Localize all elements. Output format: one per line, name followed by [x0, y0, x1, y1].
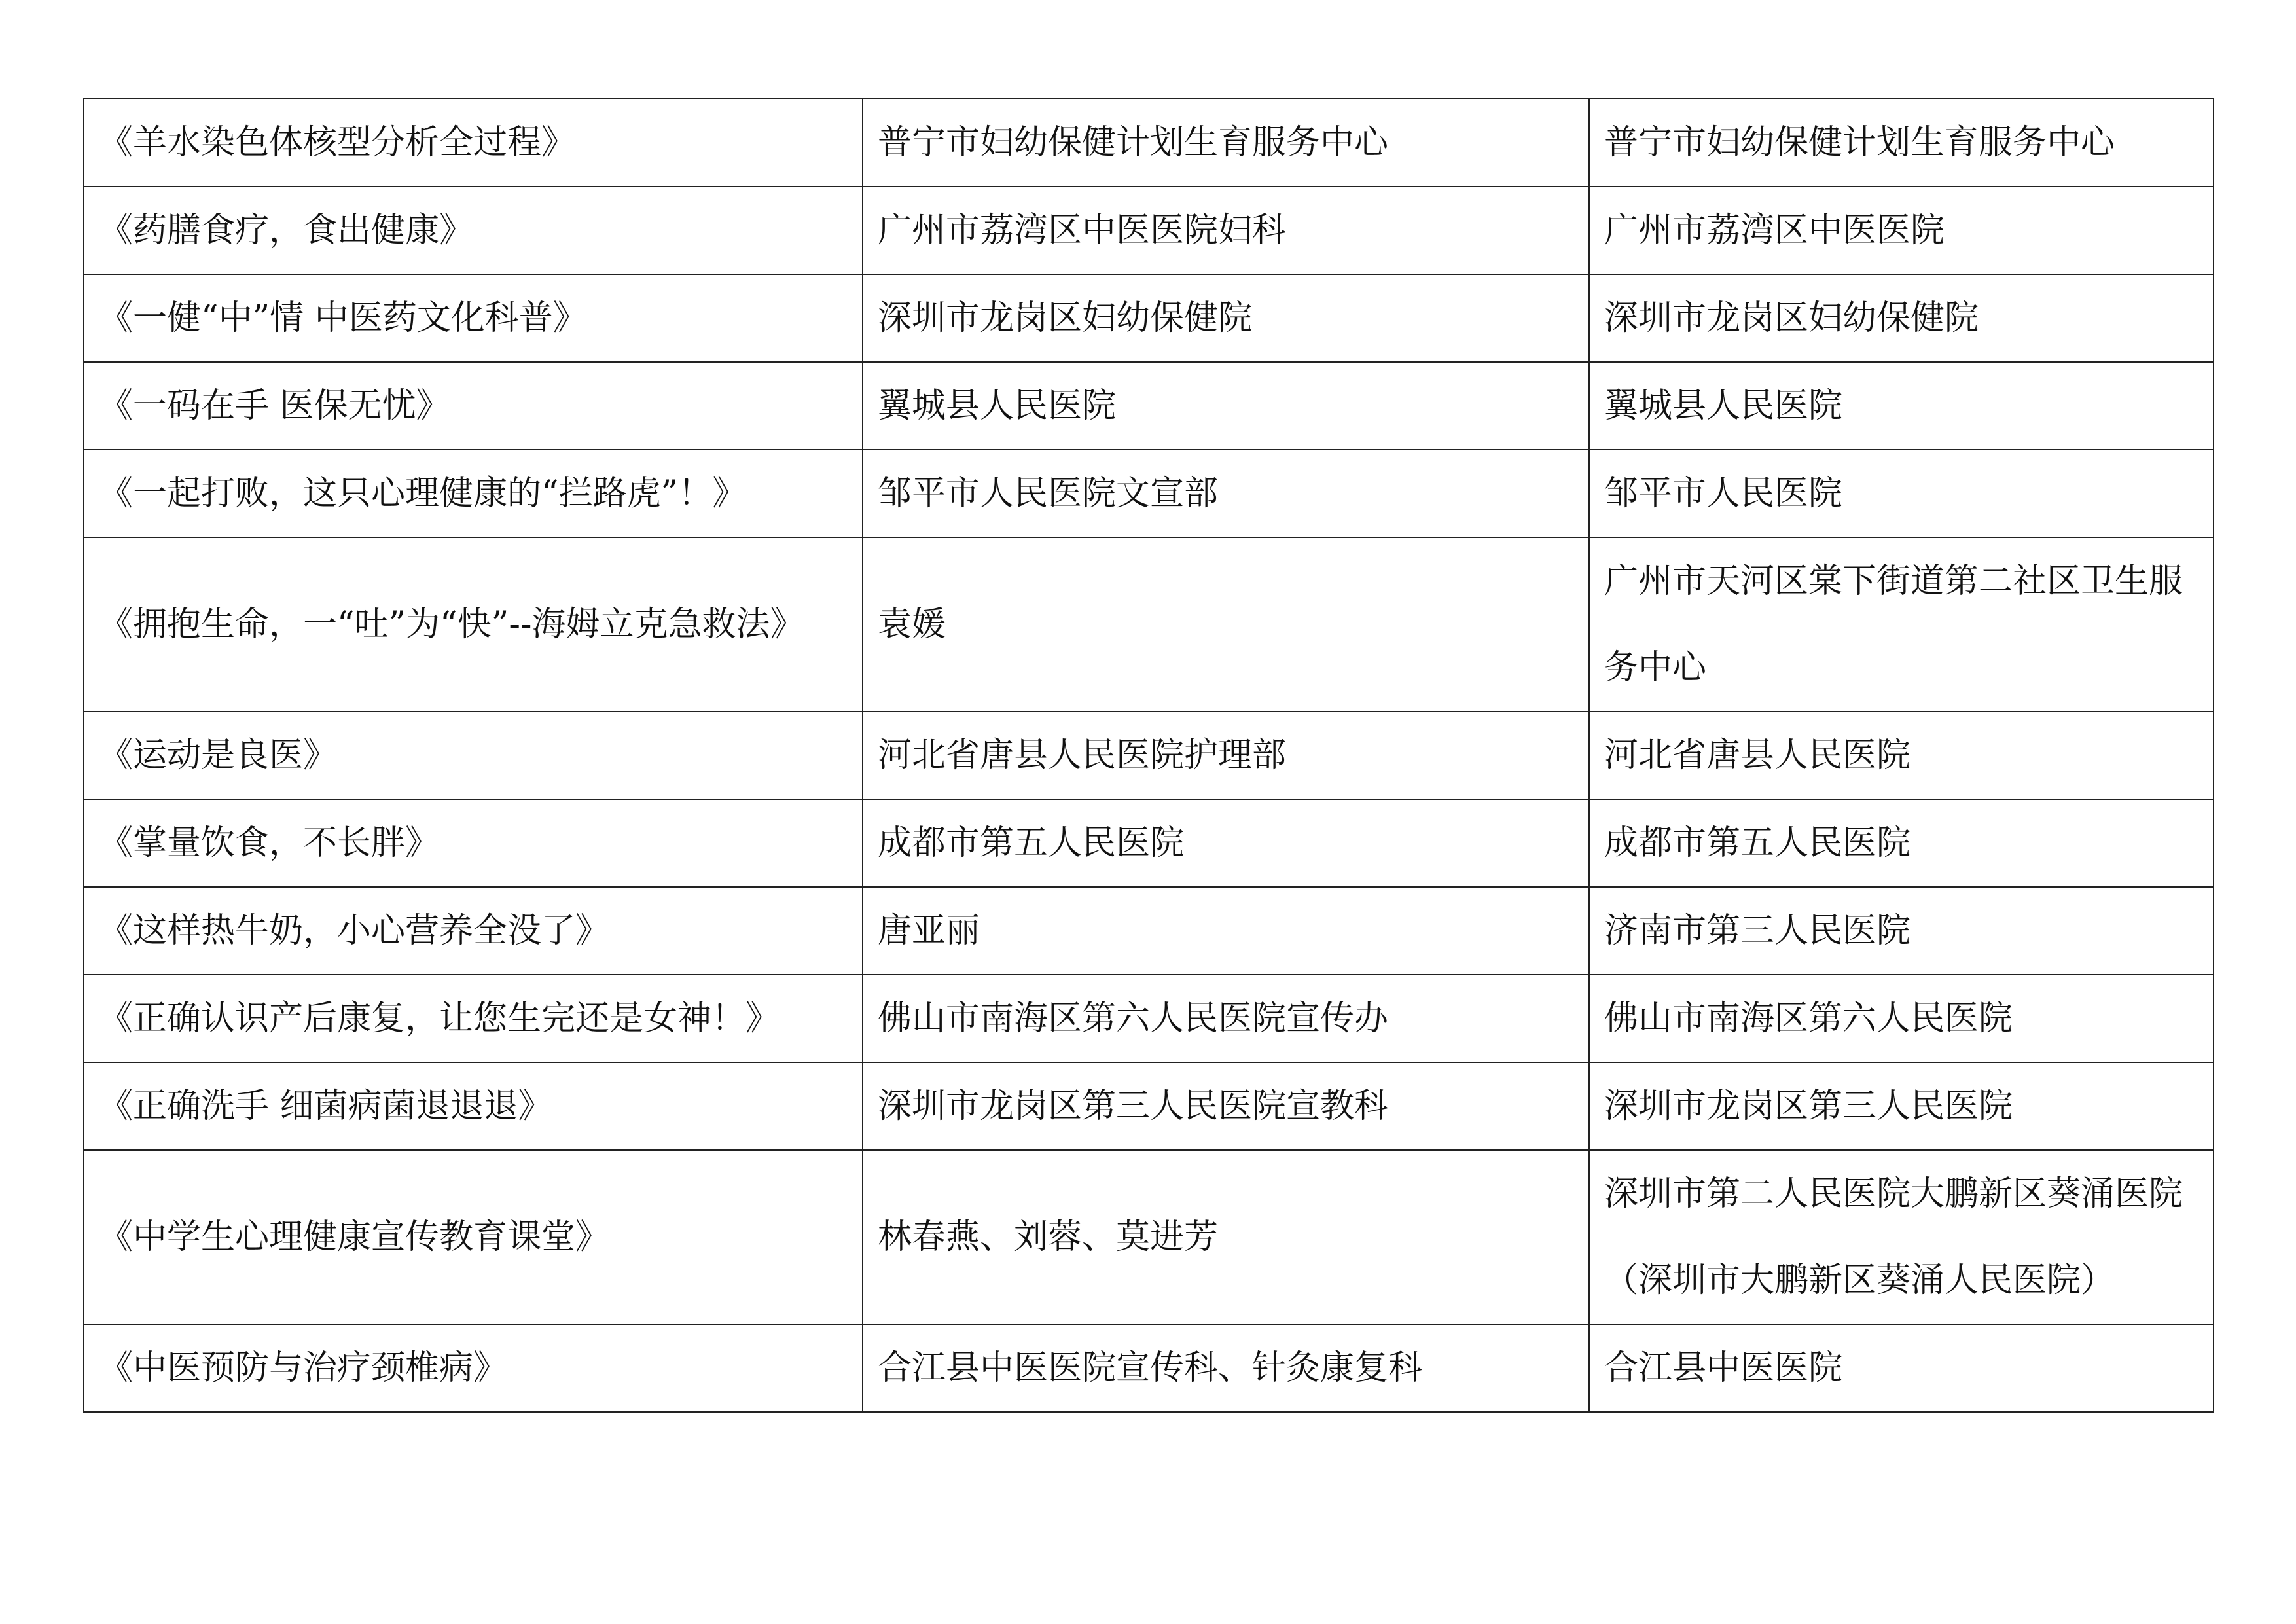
table-row — [84, 1324, 2214, 1412]
work-title-cell: 《一健“中”情 中医药文化科普》 — [84, 274, 863, 362]
author-cell: 深圳市龙岗区第三人民医院宣教科 — [863, 1062, 1589, 1150]
author-cell: 翼城县人民医院 — [863, 362, 1589, 450]
works-table-body — [84, 99, 2214, 1412]
table-row — [84, 887, 2214, 975]
work-title-cell: 《一起打败，这只心理健康的“拦路虎”！》 — [84, 450, 863, 537]
work-title-cell: 《中医预防与治疗颈椎病》 — [84, 1324, 863, 1412]
author-cell: 佛山市南海区第六人民医院宣传办 — [863, 975, 1589, 1062]
author-cell: 河北省唐县人民医院护理部 — [863, 712, 1589, 799]
work-title-cell: 《运动是良医》 — [84, 712, 863, 799]
author-cell: 广州市荔湾区中医医院妇科 — [863, 187, 1589, 274]
table-row — [84, 99, 2214, 187]
table-row — [84, 1150, 2214, 1324]
author-cell: 邹平市人民医院文宣部 — [863, 450, 1589, 537]
author-cell: 合江县中医医院宣传科、针灸康复科 — [863, 1324, 1589, 1412]
work-title-cell: 《药膳食疗，食出健康》 — [84, 187, 863, 274]
work-title-cell: 《这样热牛奶，小心营养全没了》 — [84, 887, 863, 975]
work-title-cell: 《羊水染色体核型分析全过程》 — [84, 99, 863, 187]
work-title-cell: 《掌量饮食，不长胖》 — [84, 799, 863, 887]
table-row — [84, 187, 2214, 274]
author-cell: 普宁市妇幼保健计划生育服务中心 — [863, 99, 1589, 187]
institution-cell: 广州市荔湾区中医医院 — [1589, 187, 2214, 274]
work-title-cell: 《一码在手 医保无忧》 — [84, 362, 863, 450]
work-title-cell: 《正确认识产后康复，让您生完还是女神！》 — [84, 975, 863, 1062]
institution-cell: 合江县中医医院 — [1589, 1324, 2214, 1412]
author-cell: 袁媛 — [863, 537, 1589, 712]
work-title-cell: 《拥抱生命，一“吐”为“快”--海姆立克急救法》 — [84, 537, 863, 712]
institution-cell: 翼城县人民医院 — [1589, 362, 2214, 450]
table-row — [84, 274, 2214, 362]
work-title-cell: 《中学生心理健康宣传教育课堂》 — [84, 1150, 863, 1324]
institution-cell: 佛山市南海区第六人民医院 — [1589, 975, 2214, 1062]
table-row — [84, 537, 2214, 712]
author-cell: 成都市第五人民医院 — [863, 799, 1589, 887]
author-cell: 深圳市龙岗区妇幼保健院 — [863, 274, 1589, 362]
institution-cell: 广州市天河区棠下街道第二社区卫生服务中心 — [1589, 537, 2214, 712]
works-table — [83, 98, 2214, 1413]
table-row — [84, 450, 2214, 537]
table-row — [84, 712, 2214, 799]
table-row — [84, 1062, 2214, 1150]
author-cell: 唐亚丽 — [863, 887, 1589, 975]
table-row — [84, 799, 2214, 887]
institution-cell: 深圳市龙岗区妇幼保健院 — [1589, 274, 2214, 362]
institution-cell: 河北省唐县人民医院 — [1589, 712, 2214, 799]
table-row — [84, 975, 2214, 1062]
author-cell: 林春燕、刘蓉、莫进芳 — [863, 1150, 1589, 1324]
institution-cell: 成都市第五人民医院 — [1589, 799, 2214, 887]
work-title-cell: 《正确洗手 细菌病菌退退退》 — [84, 1062, 863, 1150]
institution-cell: 深圳市第二人民医院大鹏新区葵涌医院（深圳市大鹏新区葵涌人民医院） — [1589, 1150, 2214, 1324]
institution-cell: 深圳市龙岗区第三人民医院 — [1589, 1062, 2214, 1150]
table-row — [84, 362, 2214, 450]
institution-cell: 邹平市人民医院 — [1589, 450, 2214, 537]
institution-cell: 济南市第三人民医院 — [1589, 887, 2214, 975]
institution-cell: 普宁市妇幼保健计划生育服务中心 — [1589, 99, 2214, 187]
